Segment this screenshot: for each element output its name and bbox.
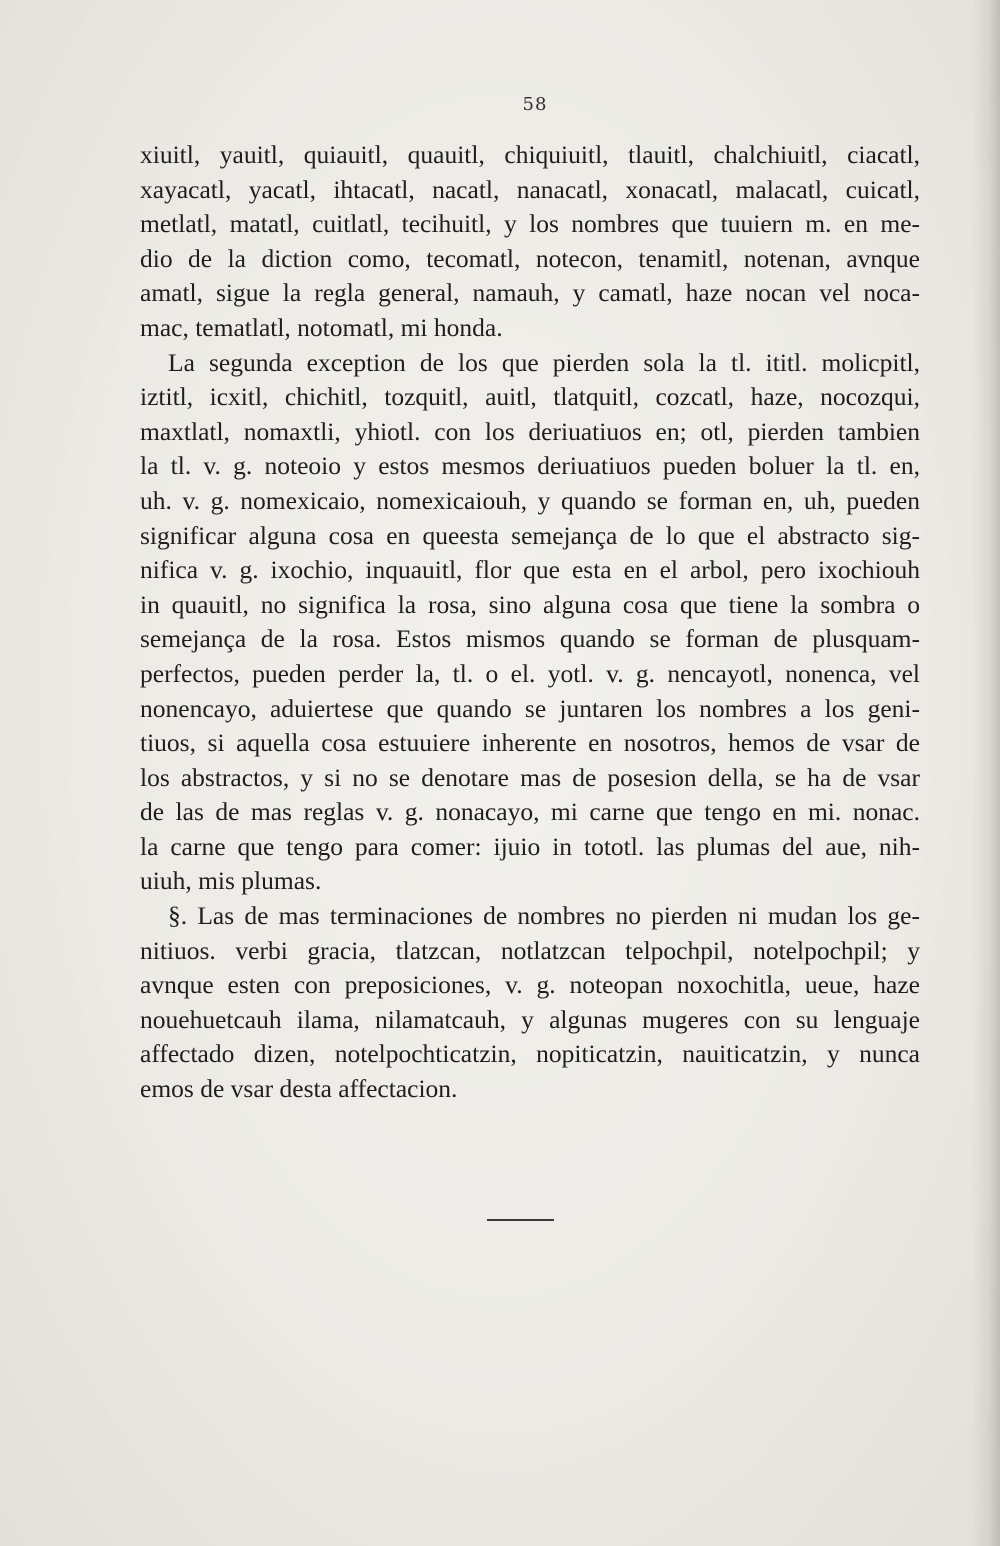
text-line: dio de la diction como, tecomatl, notecon, tenamitl, notenan, avnque: [140, 243, 920, 273]
text-line: avnque esten con preposiciones, v. g. noteopan noxochitla, ueue, haze: [140, 970, 920, 1000]
text-line: metlatl, matatl, cuitlatl, tecihuitl, y los nombres que tuuiern m. en me-: [140, 209, 920, 239]
page-number: 58: [522, 94, 548, 115]
text-line: xayacatl, yacatl, ihtacatl, nacatl, nanacatl, xonacatl, malacatl, cuicatl,: [140, 174, 920, 204]
text-line: la tl. v. g. noteoio y estos mesmos deriuatiuos pueden boluer la tl. en,: [140, 451, 920, 481]
text-line: xiuitl, yauitl, quiauitl, quauitl, chiquiuitl, tlauitl, chalchiuitl, ciacatl,: [140, 140, 920, 169]
paragraph-3: [140, 899, 920, 1107]
text-line: in quauitl, no significa la rosa, sino alguna cosa que tiene la sombra o: [140, 589, 920, 619]
text-line: §. Las de mas terminaciones de nombres no pierden ni mudan los ge-: [168, 901, 920, 931]
body-text: [140, 138, 920, 1107]
text-line: nonencayo, aduiertese que quando se juntaren los nombres a los geni-: [140, 693, 920, 723]
text-line: uh. v. g. nomexicaio, nomexicaiouh, y quando se forman en, uh, pueden: [140, 485, 920, 515]
text-line: nifica v. g. ixochio, inquauitl, flor que esta en el arbol, pero ixochiouh: [140, 555, 920, 585]
text-line: de las de mas reglas v. g. nonacayo, mi carne que tengo en mi. nonac.: [140, 797, 920, 827]
text-line: uiuh, mis plumas.: [140, 866, 322, 896]
text-line: semejança de la rosa. Estos mismos quando se forman de plusquam-: [140, 624, 920, 654]
text-line: nouehuetcauh ilama, nilamatcauh, y algunas mugeres con su lenguaje: [140, 1004, 920, 1034]
text-line: perfectos, pueden perder la, tl. o el. yotl. v. g. nencayotl, nonenca, vel: [140, 658, 920, 688]
text-line: emos de vsar desta affectacion.: [140, 1074, 458, 1104]
text-line: nitiuos. verbi gracia, tlatzcan, notlatzcan telpochpil, notelpochpil; y: [140, 935, 920, 965]
text-line: mac, tematlatl, notomatl, mi honda.: [140, 312, 503, 342]
text-line: La segunda exception de los que pierden sola la tl. ititl. molicpitl,: [168, 347, 920, 377]
text-line: affectado dizen, notelpochticatzin, nopiticatzin, nauiticatzin, y nunca: [140, 1039, 920, 1069]
page-shadow-edge: [970, 0, 1000, 1546]
text-line: la carne que tengo para comer: ijuio in tototl. las plumas del aue, nih-: [140, 831, 920, 861]
text-line: tiuos, si aquella cosa estuuiere inherente en nosotros, hemos de vsar de: [140, 728, 920, 758]
section-divider-rule: [487, 1219, 554, 1221]
paragraph-2: [140, 346, 920, 900]
text-line: iztitl, icxitl, chichitl, tozquitl, auitl, tlatquitl, cozcatl, haze, nocozqui,: [140, 382, 920, 412]
text-line: los abstractos, y si no se denotare mas de posesion della, se ha de vsar: [140, 762, 920, 792]
text-line: maxtlatl, nomaxtli, yhiotl. con los deriuatiuos en; otl, pierden tambien: [140, 416, 920, 446]
paragraph-1: [140, 138, 920, 346]
text-line: amatl, sigue la regla general, namauh, y camatl, haze nocan vel noca-: [140, 278, 920, 308]
text-line: significar alguna cosa en queesta semejança de lo que el abstracto sig-: [140, 520, 920, 550]
